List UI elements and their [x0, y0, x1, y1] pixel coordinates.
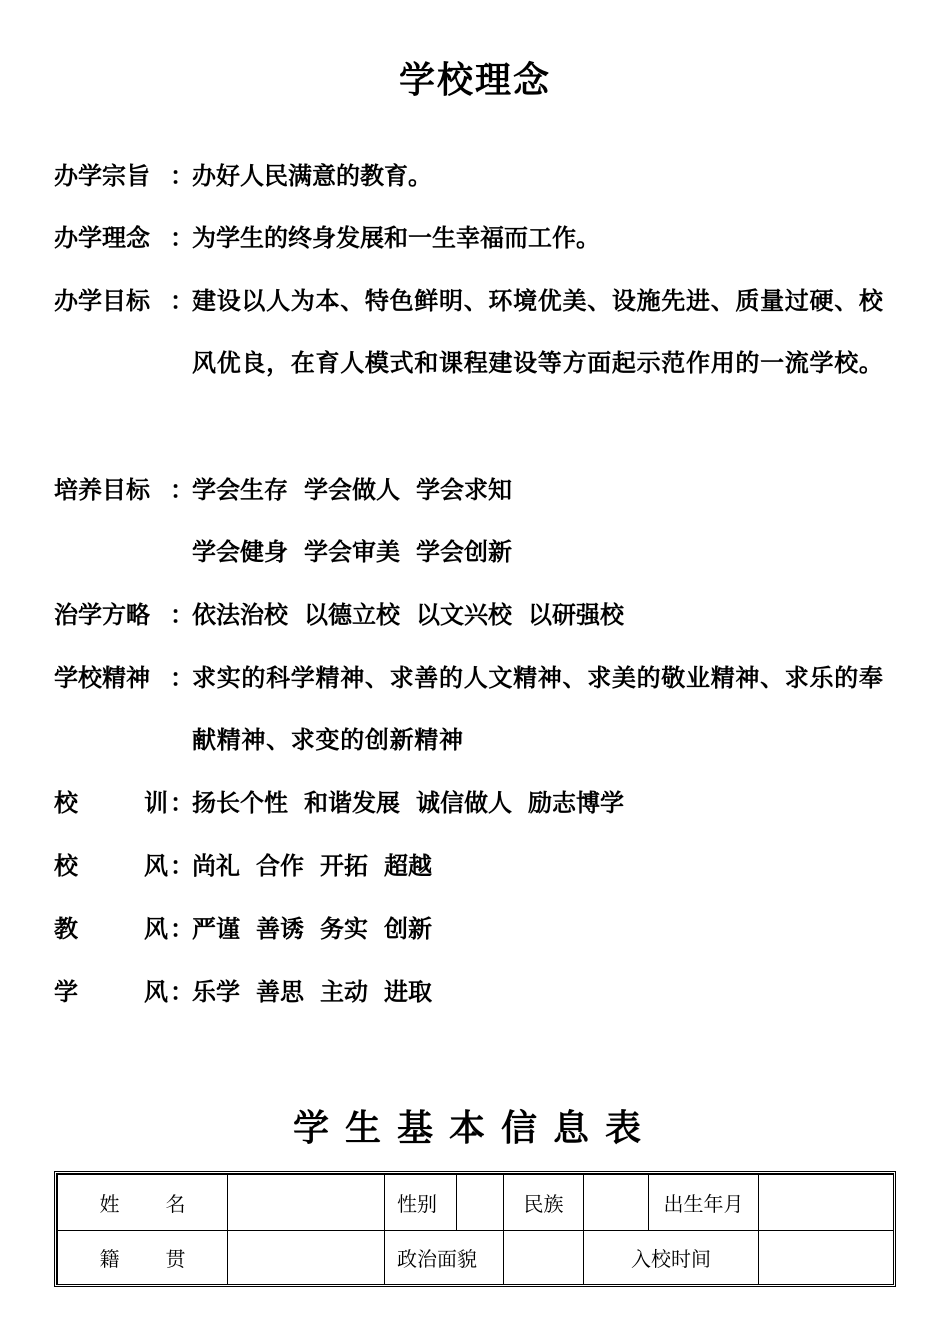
row-label: 办学理念 — [54, 223, 150, 252]
label-char: 训 — [144, 788, 168, 817]
row-label: 治学方略 — [54, 600, 150, 629]
row-label: 学校精神 — [54, 663, 150, 692]
style-item: 创新 — [384, 914, 432, 943]
strategy-item: 依法治校 — [192, 600, 288, 629]
row-content: 建设以人为本、特色鲜明、环境优美、设施先进、质量过硬、校风优良，在育人模式和课程建设等方面起示范作用的一流学校。 — [192, 286, 884, 377]
training-line-1 — [192, 459, 904, 521]
row-label — [54, 772, 174, 834]
origin-label-cell — [58, 1231, 228, 1285]
training-item: 学会求知 — [416, 475, 512, 504]
style-item: 开拓 — [320, 851, 368, 880]
style-item: 尚礼 — [192, 851, 240, 880]
ethnicity-value-cell[interactable] — [584, 1175, 649, 1231]
row-content: 求实的科学精神、求善的人文精神、求美的敬业精神、求乐的奉献精神、求变的创新精神 — [192, 663, 884, 754]
label-char: 贯 — [165, 1247, 186, 1271]
motto-item: 励志博学 — [528, 788, 624, 817]
style-item: 主动 — [320, 977, 368, 1006]
political-label-cell: 政治面貌 — [385, 1231, 504, 1285]
training-item: 学会健身 — [192, 537, 288, 566]
strategy-item: 以研强校 — [528, 600, 624, 629]
label-char: 姓 — [99, 1192, 120, 1216]
name-label-cell — [58, 1175, 228, 1231]
birth-label-cell: 出生年月 — [649, 1175, 759, 1231]
row-label — [54, 835, 174, 897]
philosophy-row-spirit — [54, 647, 904, 771]
row-label: 办学宗旨 — [54, 161, 150, 190]
row-content — [192, 459, 904, 583]
row-content — [192, 961, 904, 1023]
label-char: 籍 — [99, 1247, 120, 1271]
row-label — [54, 961, 174, 1023]
student-info-table — [54, 1171, 896, 1287]
label-char: 学 — [54, 977, 78, 1006]
label-char: 校 — [54, 851, 78, 880]
row-content: 办好人民满意的教育。 — [192, 161, 432, 190]
style-item: 务实 — [320, 914, 368, 943]
ethnicity-label-cell: 民族 — [504, 1175, 584, 1231]
label-char: 教 — [54, 914, 78, 943]
motto-item: 诚信做人 — [416, 788, 512, 817]
enroll-value-cell[interactable] — [759, 1231, 894, 1285]
row-colon: ： — [170, 977, 194, 1006]
political-value-cell[interactable] — [504, 1231, 584, 1285]
row-colon: ： — [170, 663, 194, 692]
style-item: 超越 — [384, 851, 432, 880]
label-char: 校 — [54, 788, 78, 817]
training-line-2 — [192, 521, 904, 583]
row-colon: ： — [170, 161, 194, 190]
strategy-item: 以文兴校 — [416, 600, 512, 629]
origin-value-cell[interactable] — [228, 1231, 385, 1285]
training-item: 学会创新 — [416, 537, 512, 566]
row-content — [192, 772, 904, 834]
enroll-label-cell: 入校时间 — [584, 1231, 759, 1285]
row-content — [192, 835, 904, 897]
style-item: 乐学 — [192, 977, 240, 1006]
row-colon: ： — [170, 286, 194, 315]
strategy-item: 以德立校 — [304, 600, 400, 629]
motto-item: 扬长个性 — [192, 788, 288, 817]
row-colon: ： — [170, 223, 194, 252]
label-char: 名 — [165, 1192, 186, 1216]
row-content — [192, 584, 904, 646]
row-colon: ： — [170, 851, 194, 880]
row-label: 办学目标 — [54, 286, 150, 315]
training-item: 学会做人 — [304, 475, 400, 504]
gender-value-cell[interactable] — [457, 1175, 504, 1231]
page-title: 学校理念 — [398, 59, 551, 101]
birth-value-cell[interactable] — [759, 1175, 894, 1231]
name-value-cell[interactable] — [228, 1175, 385, 1231]
row-colon: ： — [170, 914, 194, 943]
row-label — [54, 898, 174, 960]
label-char: 风 — [144, 914, 168, 943]
philosophy-row-goal — [54, 270, 904, 456]
label-char: 风 — [144, 977, 168, 1006]
style-item: 善思 — [256, 977, 304, 1006]
gender-label-cell: 性别 — [385, 1175, 457, 1231]
table-row — [58, 1175, 894, 1231]
philosophy-row-training — [54, 459, 904, 583]
row-content: 为学生的终身发展和一生幸福而工作。 — [192, 223, 600, 252]
training-item: 学会审美 — [304, 537, 400, 566]
training-item: 学会生存 — [192, 475, 288, 504]
row-colon: ： — [170, 475, 194, 504]
style-item: 严谨 — [192, 914, 240, 943]
row-label: 培养目标 — [54, 475, 150, 504]
style-item: 善诱 — [256, 914, 304, 943]
table-row — [58, 1231, 894, 1285]
style-item: 进取 — [384, 977, 432, 1006]
row-content — [192, 898, 904, 960]
info-table-title: 学生基本信息表 — [292, 1107, 657, 1149]
row-colon: ： — [170, 788, 194, 817]
row-colon: ： — [170, 600, 194, 629]
style-item: 合作 — [256, 851, 304, 880]
motto-item: 和谐发展 — [304, 788, 400, 817]
label-char: 风 — [144, 851, 168, 880]
